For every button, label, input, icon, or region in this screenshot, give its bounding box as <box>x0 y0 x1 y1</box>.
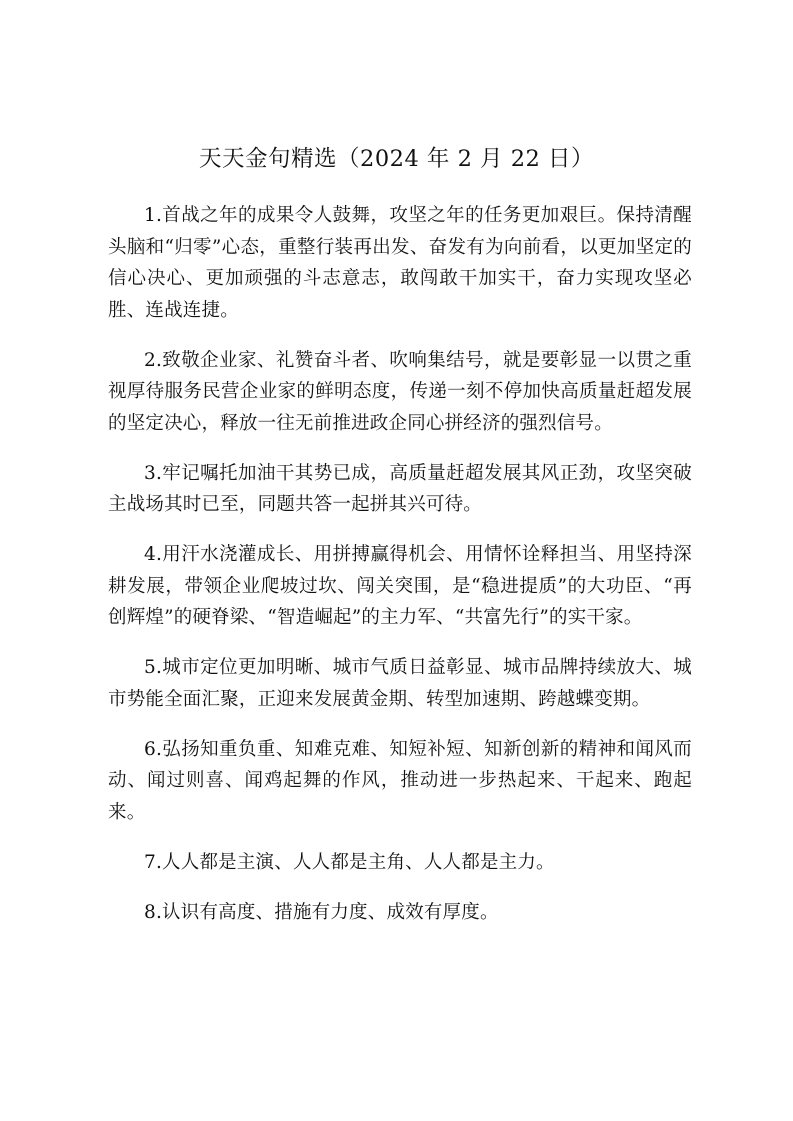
quote-item-4: 4.用汗水浇灌成长、用拼搏赢得机会、用情怀诠释担当、用坚持深耕发展，带领企业爬坡过坎、闯关突围，是“稳进提质”的大功臣、“再创辉煌”的硬脊梁、“智造崛起”的主力军、“共富先行”的实干家。 <box>108 544 692 628</box>
quote-item-8: 8.认识有高度、措施有力度、成效有厚度。 <box>144 901 499 923</box>
quote-item-7: 7.人人都是主演、人人都是主角、人人都是主力。 <box>144 851 555 873</box>
quote-item-6: 6.弘扬知重负重、知难克难、知短补短、知新创新的精神和闻风而动、闻过则喜、闻鸡起舞的作风，推动进一步热起来、干起来、跑起来。 <box>108 738 692 823</box>
quote-item-3: 3.牢记嘱托加油干其势已成，高质量赶超发展其风正劲，攻坚突破主战场其时已至，同题共答一起拼其兴可待。 <box>108 462 692 515</box>
quote-list <box>108 200 692 947</box>
quote-item-5: 5.城市定位更加明晰、城市气质日益彰显、城市品牌持续放大、城市势能全面汇聚，正迎来发展黄金期、转型加速期、跨越蝶变期。 <box>108 657 692 710</box>
page-title: 天天金句精选（2024 年 2 月 22 日） <box>199 146 594 172</box>
quote-item-1: 1.首战之年的成果令人鼓舞，攻坚之年的任务更加艰巨。保持清醒头脑和“归零”心态，重整行装再出发、奋发有为向前看，以更加坚定的信心决心、更加顽强的斗志意志，敢闯敢干加实干，奋力实现攻坚必胜、连战连捷。 <box>108 205 692 321</box>
quote-item-2: 2.致敬企业家、礼赞奋斗者、吹响集结号，就是要彰显一以贯之重视厚待服务民营企业家的鲜明态度，传递一刻不停加快高质量赶超发展的坚定决心，释放一往无前推进政企同心拼经济的强烈信号。 <box>108 349 692 434</box>
